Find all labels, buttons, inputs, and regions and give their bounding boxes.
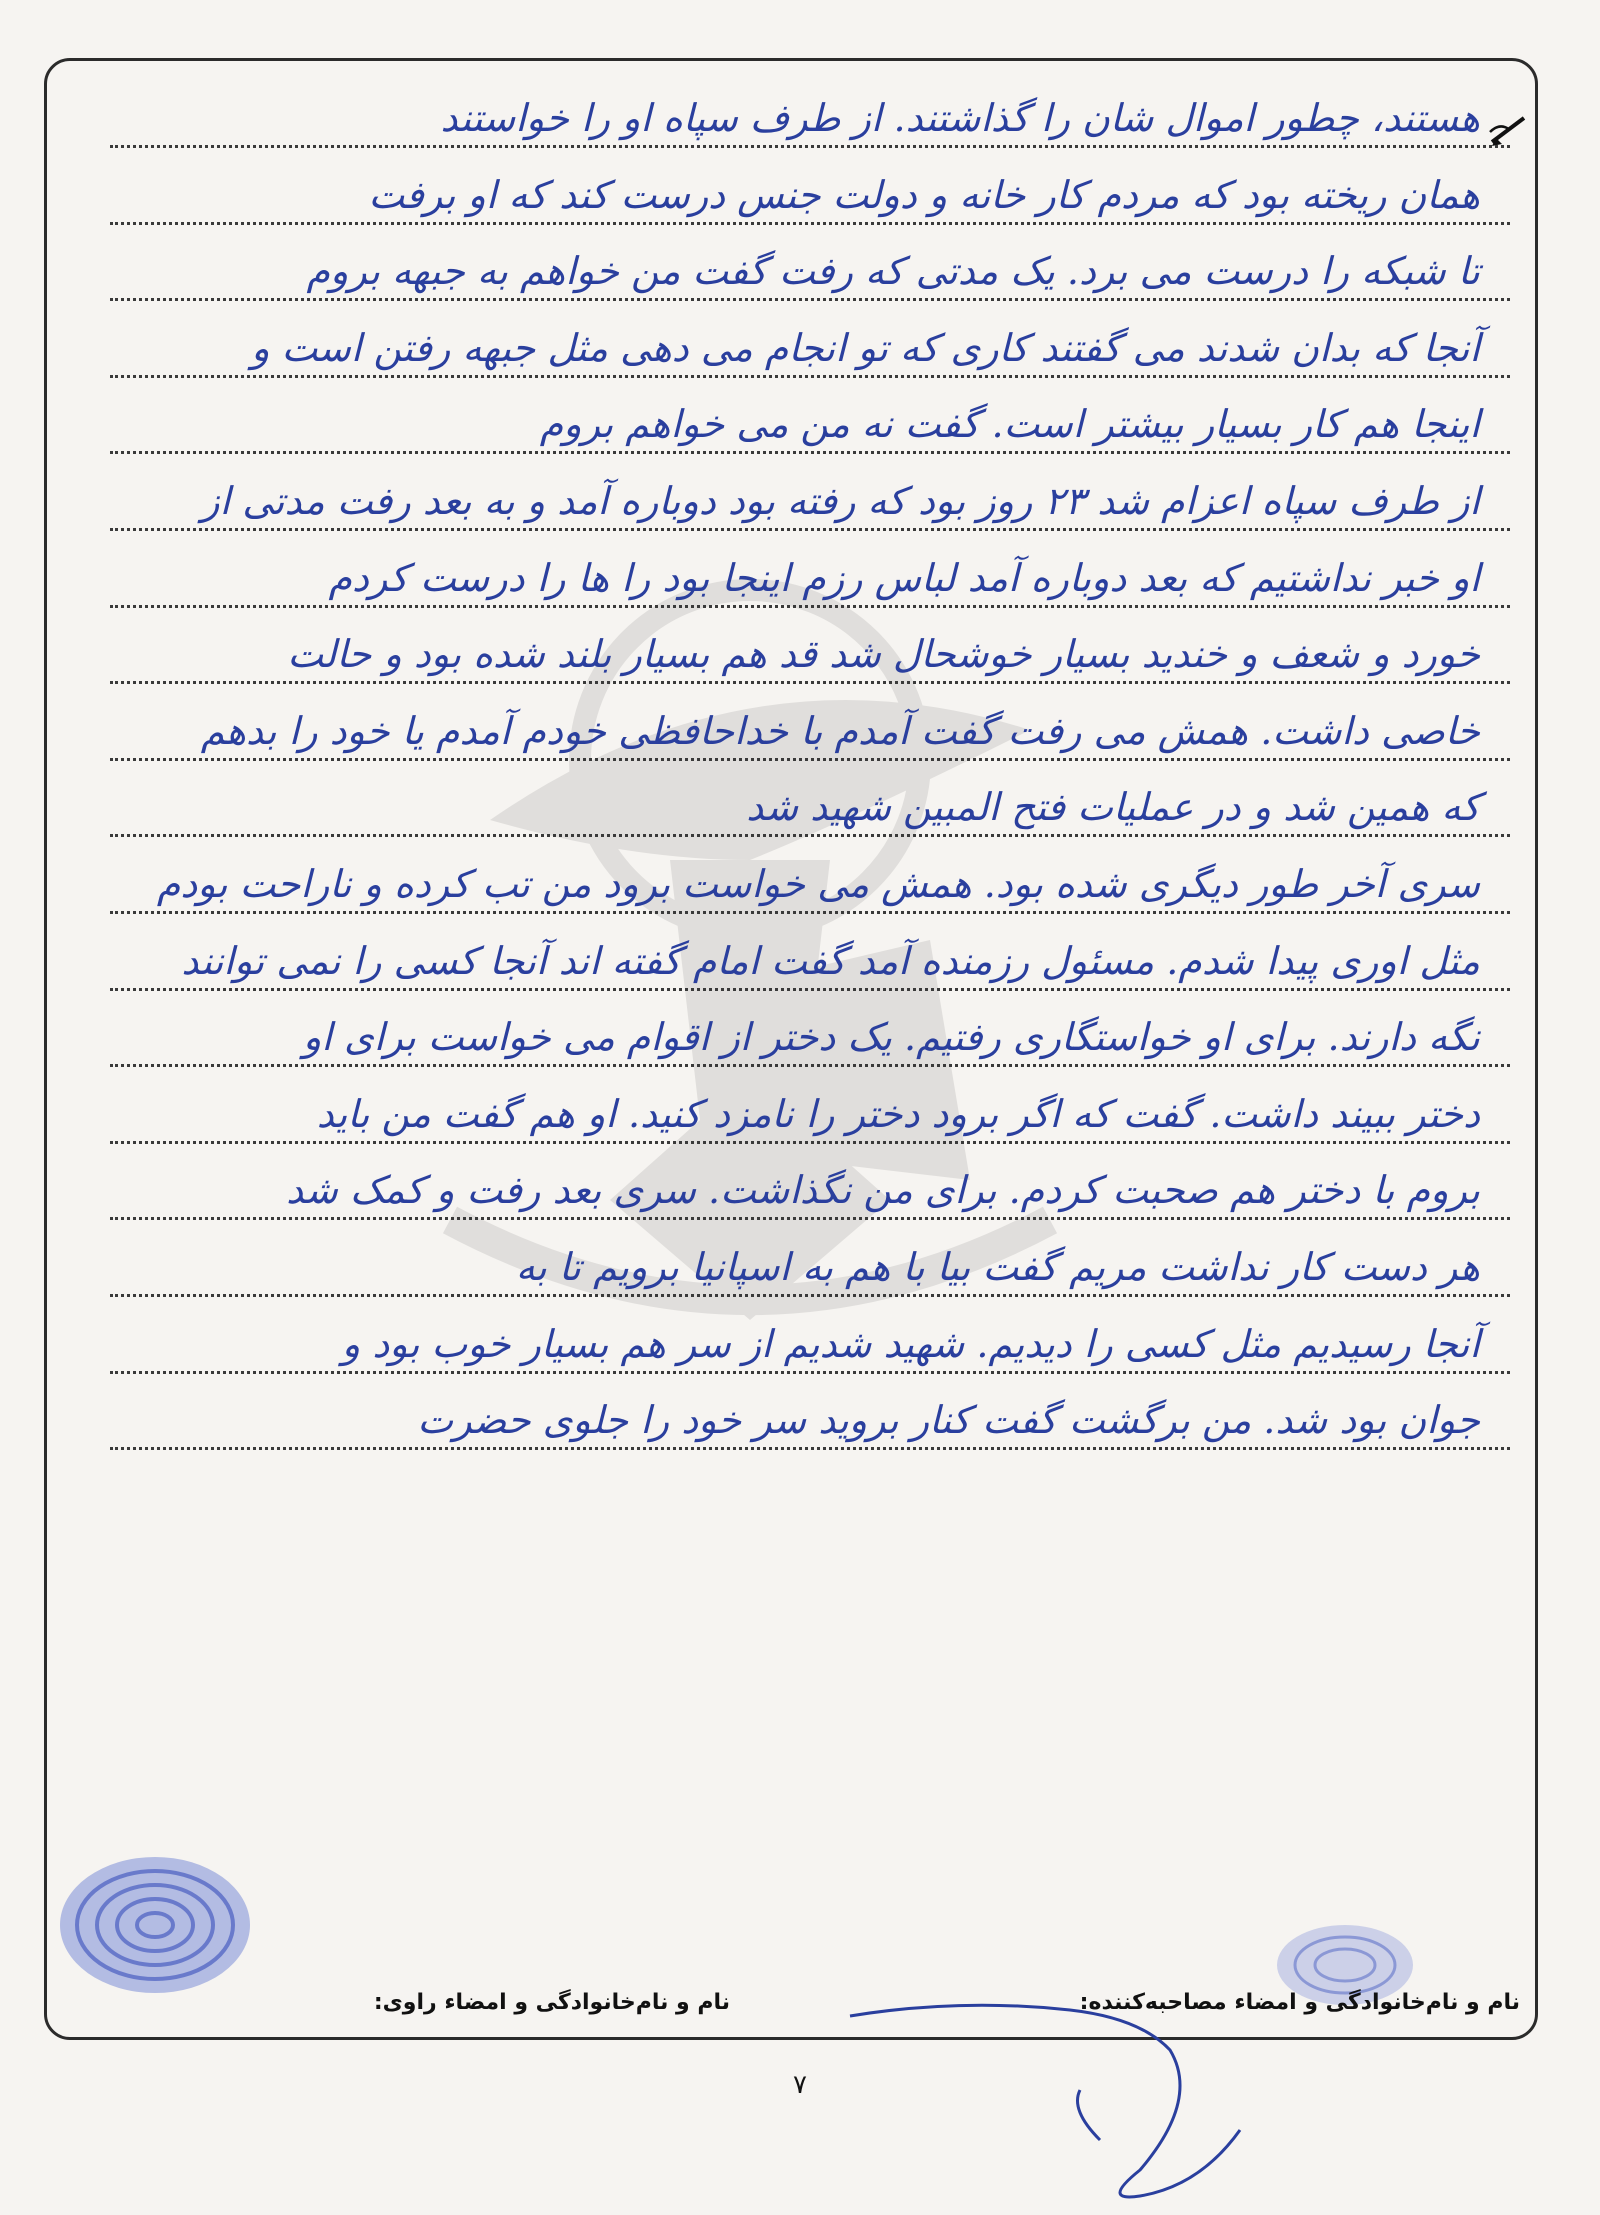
ruled-line: [110, 375, 1510, 378]
ruled-line: [110, 298, 1510, 301]
handwritten-text-area: [110, 0, 1510, 2215]
ruled-line: [110, 834, 1510, 837]
handwritten-line: هر دست کار نداشت مریم گفت بیا با هم به اسپانیا برویم تا به: [515, 1245, 1480, 1289]
handwritten-line: بروم با دختر هم صحبت کردم. برای من نگذاشت. سری بعد رفت و کمک شد: [286, 1168, 1480, 1212]
ruled-line: [110, 222, 1510, 225]
ruled-line: [110, 451, 1510, 454]
handwritten-line: دختر ببیند داشت. گفت که اگر برود دختر را نامزد کنید. او هم گفت من باید: [316, 1092, 1480, 1136]
narrator-signature-label: نام و نام‌خانوادگی و امضاء راوی:: [373, 1990, 730, 2015]
handwritten-line: هستند، چطور اموال شان را گذاشتند. از طرف سپاه او را خواستند: [440, 96, 1480, 140]
ruled-line: [110, 1064, 1510, 1067]
handwritten-line: تا شبکه را درست می برد. یک مدتی که رفت گفت من خواهم به جبهه بروم: [306, 249, 1480, 293]
handwritten-line: او خبر نداشتیم که بعد دوباره آمد لباس رزم اینجا بود را ها را درست کردم: [328, 556, 1480, 600]
ruled-line: [110, 988, 1510, 991]
ruled-line: [110, 1447, 1510, 1450]
handwritten-line: آنجا رسیدیم مثل کسی را دیدیم. شهید شدیم از سر هم بسیار خوب بود و: [341, 1322, 1480, 1366]
fingerprint-left: [50, 1850, 260, 2000]
page-number: ۷: [793, 2070, 807, 2100]
handwritten-line: از طرف سپاه اعزام شد ۲۳ روز بود که رفته بود دوباره آمد و به بعد رفت مدتی از: [201, 479, 1480, 523]
handwritten-line: که همین شد و در عملیات فتح المبین شهید شد: [746, 785, 1480, 829]
ruled-line: [110, 758, 1510, 761]
handwritten-line: خاصی داشت. همش می رفت گفت آمدم با خداحافظی خودم آمدم یا خود را بدهم: [200, 709, 1480, 753]
handwritten-line: سری آخر طور دیگری شده بود. همش می خواست برود من تب کرده و ناراحت بودم: [156, 862, 1480, 906]
handwritten-line: نگه دارند. برای او خواستگاری رفتیم. یک دختر از اقوام می خواست برای او: [303, 1015, 1480, 1059]
handwritten-line: جوان بود شد. من برگشت گفت کنار بروید سر خود را جلوی حضرت: [417, 1398, 1480, 1442]
handwritten-line: خورد و شعف و خندید بسیار خوشحال شد قد هم بسیار بلند شده بود و حالت: [287, 632, 1480, 676]
ruled-line: [110, 1294, 1510, 1297]
ruled-line: [110, 528, 1510, 531]
ruled-line: [110, 1217, 1510, 1220]
ruled-line: [110, 911, 1510, 914]
ruled-line: [110, 681, 1510, 684]
handwritten-line: آنجا که بدان شدند می گفتند کاری که تو انجام می دهی مثل جبهه رفتن است و: [251, 326, 1480, 370]
ruled-line: [110, 1141, 1510, 1144]
ruled-line: [110, 605, 1510, 608]
ruled-line: [110, 1371, 1510, 1374]
ruled-line: [110, 145, 1510, 148]
handwritten-line: مثل اوری پیدا شدم. مسئول رزمنده آمد گفت امام گفته اند آنجا کسی را نمی توانند: [181, 939, 1480, 983]
handwritten-line: اینجا هم کار بسیار بیشتر است. گفت نه من می خواهم بروم: [539, 402, 1480, 446]
interviewer-signature: [840, 1990, 1260, 2210]
interviewer-signature-label: نام و نام‌خانوادگی و امضاء مصاحبه‌کننده:: [1079, 1990, 1520, 2015]
handwritten-line: همان ریخته بود که مردم کار خانه و دولت جنس درست کند که او برفت: [368, 173, 1480, 217]
